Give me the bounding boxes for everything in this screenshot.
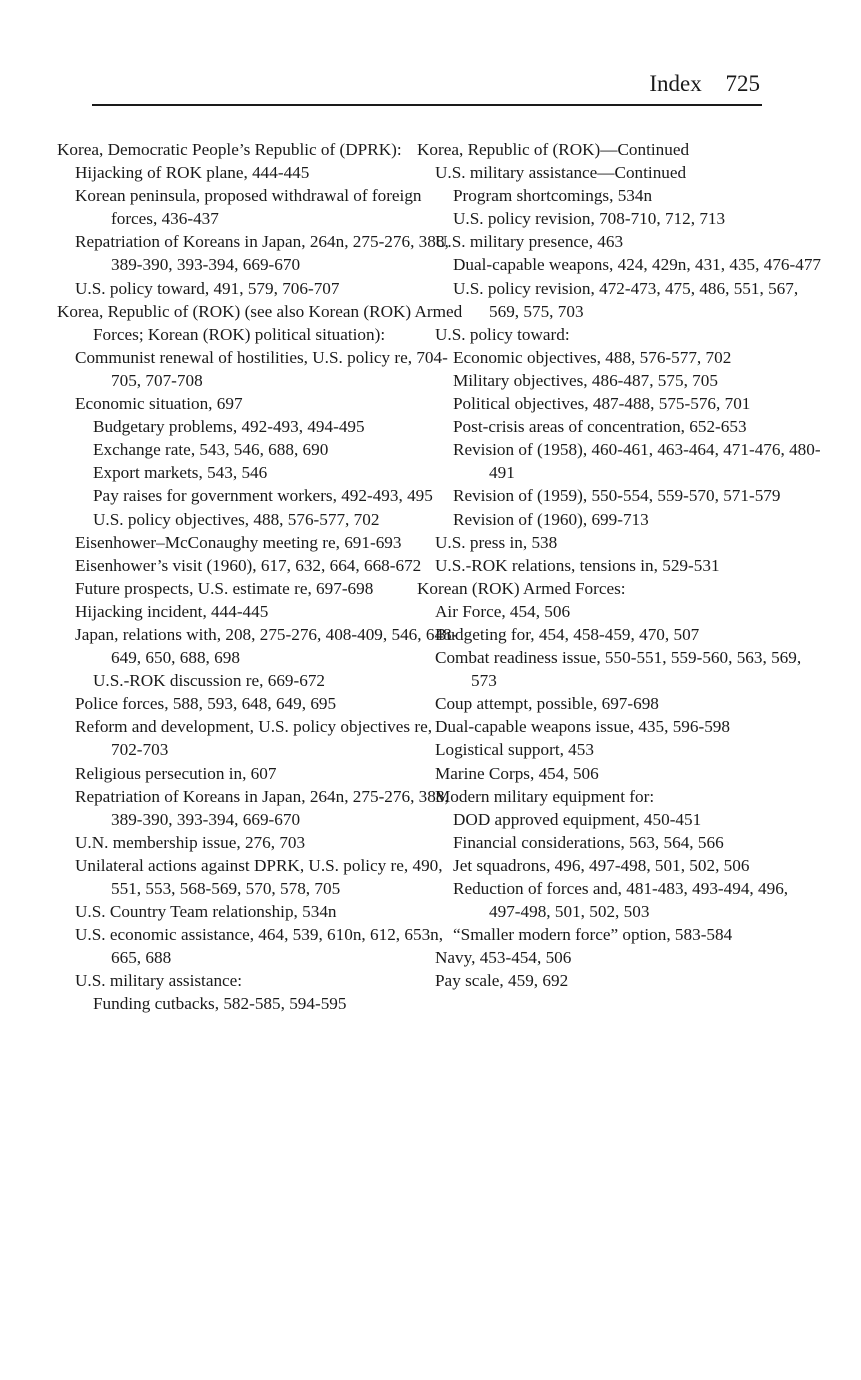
header-title: Index — [649, 71, 702, 96]
index-column-right — [417, 138, 823, 992]
index-entry: Program shortcomings, 534n — [453, 186, 653, 206]
index-entry: Japan, relations with, 208, 275-276, 408-409, 546, 648-649, 650, 688, 698 — [75, 624, 458, 668]
index-entry: Dual-capable weapons, 424, 429n, 431, 435, 476-477 — [453, 255, 822, 275]
index-entry: Revision of (1958), 460-461, 463-464, 471-476, 480-491 — [453, 440, 821, 483]
index-entry: Modern military equipment for: — [435, 786, 655, 806]
index-entry: Jet squadrons, 496, 497-498, 501, 502, 506 — [453, 855, 750, 875]
index-entry: Unilateral actions against DPRK, U.S. policy re, 490, 551, 553, 568-569, 570, 578, 705 — [75, 855, 443, 898]
index-entry: Reduction of forces and, 481-483, 493-494, 496, 497-498, 501, 502, 503 — [453, 879, 789, 922]
header-rule — [92, 104, 762, 106]
index-entry: Korea, Republic of (ROK)—Continued — [417, 140, 690, 159]
index-entry: U.S.-ROK discussion re, 669-672 — [93, 671, 326, 691]
index-entry: Revision of (1959), 550-554, 559-570, 571-579 — [453, 486, 781, 506]
index-entry: Political objectives, 487-488, 575-576, 701 — [453, 394, 751, 414]
index-entry: U.S. military assistance: — [75, 971, 243, 991]
index-entry: Economic situation, 697 — [75, 394, 243, 414]
index-entry: U.S. Country Team relationship, 534n — [75, 902, 337, 922]
page-number: 725 — [725, 71, 760, 96]
index-entry: Repatriation of Koreans in Japan, 264n, 275-276, 388, 389-390, 393-394, 669-670 — [75, 232, 449, 275]
index-entry: DOD approved equipment, 450-451 — [453, 809, 702, 829]
index-entry: Revision of (1960), 699-713 — [453, 509, 649, 529]
index-entry: U.S. policy toward: — [435, 324, 570, 344]
index-entry: U.S. policy toward, 491, 579, 706-707 — [75, 278, 340, 298]
index-entry: U.S. policy revision, 472-473, 475, 486, 551, 567, 569, 575, 703 — [453, 278, 799, 321]
index-entry: Budgeting for, 454, 458-459, 470, 507 — [435, 624, 700, 644]
index-entry: Eisenhower–McConaughy meeting re, 691-693 — [75, 532, 402, 552]
index-entry: Eisenhower’s visit (1960), 617, 632, 664, 668-672 — [75, 555, 422, 575]
index-entry: U.S. policy objectives, 488, 576-577, 702 — [93, 509, 380, 529]
index-entry: Logistical support, 453 — [435, 740, 594, 760]
index-entry: U.S. military assistance—Continued — [435, 163, 687, 183]
index-entry: U.S. military presence, 463 — [435, 232, 624, 252]
index-entry: Korean peninsula, proposed withdrawal of foreign forces, 436-437 — [75, 186, 422, 229]
index-entry: Reform and development, U.S. policy objectives re, 702-703 — [75, 717, 433, 760]
index-entry: U.S. economic assistance, 464, 539, 610n, 612, 653n, 665, 688 — [75, 925, 444, 968]
index-entry: U.S. press in, 538 — [435, 532, 558, 552]
index-entry: Religious persecution in, 607 — [75, 763, 277, 783]
index-entry: Communist renewal of hostilities, U.S. policy re, 704-705, 707-708 — [75, 347, 448, 390]
index-entry: Future prospects, U.S. estimate re, 697-698 — [75, 578, 374, 598]
index-entry: Hijacking incident, 444-445 — [75, 601, 269, 621]
index-entry: Korea, Republic of (ROK) (see also Korean (ROK) Armed Forces; Korean (ROK) political situation): — [57, 301, 463, 344]
index-entry: U.S.-ROK relations, tensions in, 529-531 — [435, 555, 720, 575]
index-entry: Korea, Democratic People’s Republic of (DPRK): — [57, 140, 402, 159]
index-entry: Budgetary problems, 492-493, 494-495 — [93, 417, 365, 437]
index-entry: U.S. policy revision, 708-710, 712, 713 — [453, 209, 726, 229]
index-column-left — [57, 138, 463, 1016]
index-entry: Post-crisis areas of concentration, 652-653 — [453, 417, 747, 437]
index-entry: Economic objectives, 488, 576-577, 702 — [453, 347, 732, 367]
index-entry: U.N. membership issue, 276, 703 — [75, 832, 306, 852]
index-entry: Pay scale, 459, 692 — [435, 971, 569, 991]
running-header — [92, 70, 760, 98]
index-entry: “Smaller modern force” option, 583-584 — [453, 925, 733, 945]
index-entry: Pay raises for government workers, 492-493, 495 — [93, 486, 433, 506]
index-entry: Exchange rate, 543, 546, 688, 690 — [93, 440, 329, 460]
index-entry: Military objectives, 486-487, 575, 705 — [453, 370, 718, 390]
index-entry: Dual-capable weapons issue, 435, 596-598 — [435, 717, 730, 737]
index-entry: Korean (ROK) Armed Forces: — [417, 578, 626, 598]
index-entry: Financial considerations, 563, 564, 566 — [453, 832, 724, 852]
index-entry: Export markets, 543, 546 — [93, 463, 268, 483]
index-entry: Funding cutbacks, 582-585, 594-595 — [93, 994, 347, 1014]
index-entry: Coup attempt, possible, 697-698 — [435, 694, 659, 714]
index-entry: Police forces, 588, 593, 648, 649, 695 — [75, 694, 337, 714]
index-entry: Navy, 453-454, 506 — [435, 948, 572, 968]
index-entry: Combat readiness issue, 550-551, 559-560, 563, 569, 573 — [435, 648, 802, 691]
index-entry: Repatriation of Koreans in Japan, 264n, 275-276, 388, 389-390, 393-394, 669-670 — [75, 786, 449, 829]
index-entry: Marine Corps, 454, 506 — [435, 763, 599, 783]
index-entry: Air Force, 454, 506 — [435, 601, 571, 621]
index-entry: Hijacking of ROK plane, 444-445 — [75, 163, 310, 183]
